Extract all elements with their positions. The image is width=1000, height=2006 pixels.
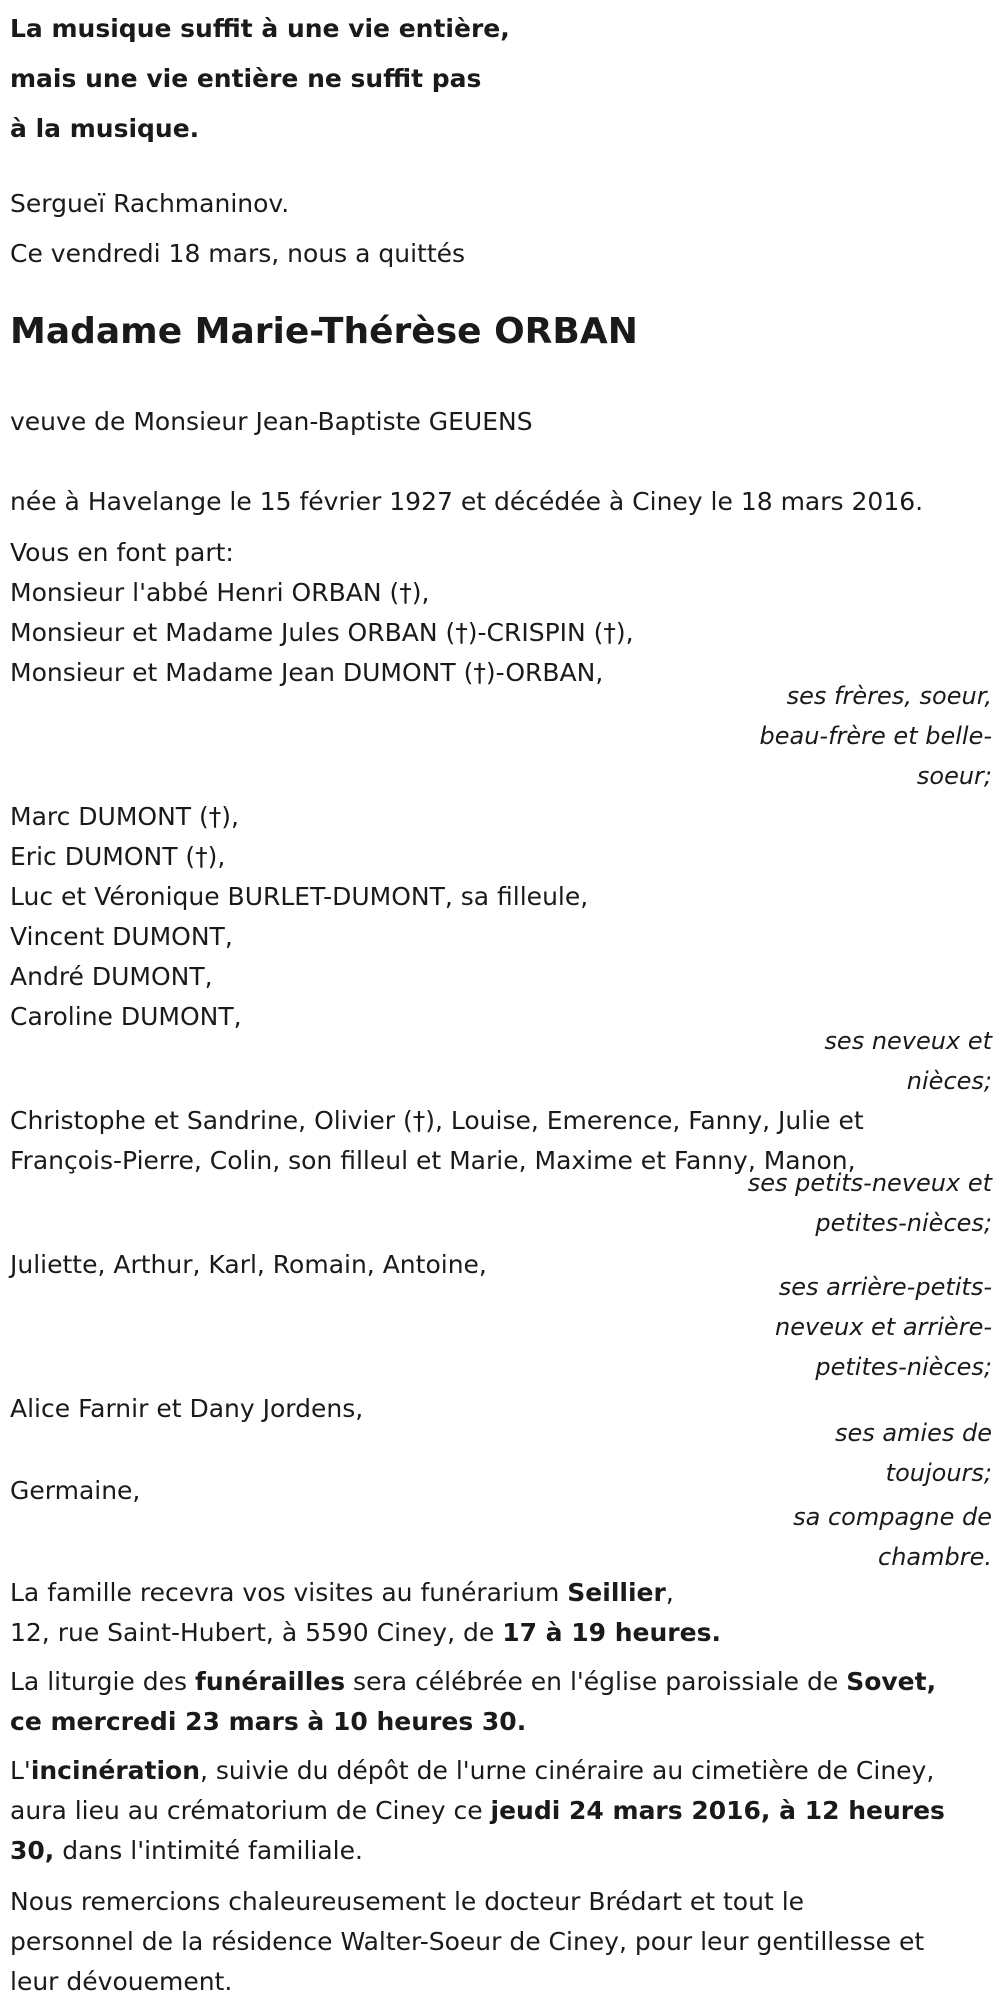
cremation-datetime: jeudi 24 mars 2016, à 12 heures [490,1796,945,1825]
family-member: Christophe et Sandrine, Olivier (†), Louise, Emerence, Fanny, Julie et [10,1106,864,1135]
relation-line: ses amies de [834,1419,992,1447]
funerarium-name: Seillier [567,1578,666,1607]
family-member: Monsieur l'abbé Henri ORBAN (†), [10,578,430,607]
family-member: André DUMONT, [10,962,213,991]
cremation-text: dans l'intimité familiale. [54,1836,363,1865]
announce-text: Vous en font part: [10,538,234,567]
cremation-datetime: 30, [10,1836,55,1865]
family-group-5 [10,1389,363,1429]
relation-line: petites-nièces; [815,1353,992,1381]
visits-text: , [665,1578,674,1607]
relation-line: neveux et arrière- [775,1313,992,1341]
family-member: Alice Farnir et Dany Jordens, [10,1394,364,1423]
funeral-text: La liturgie des [10,1667,195,1696]
family-member: Germaine, [10,1476,141,1505]
family-group-1 [10,533,634,693]
relation-line: petites-nièces; [815,1209,992,1237]
family-member: Monsieur et Madame Jules ORBAN (†)-CRISPIN (†), [10,618,634,647]
thanks-line: personnel de la résidence Walter-Soeur de Ciney, pour leur gentillesse et [10,1927,925,1956]
family-member: Eric DUMONT (†), [10,842,226,871]
family-member: Juliette, Arthur, Karl, Romain, Antoine, [10,1250,487,1279]
quote-line: La musique suffit à une vie entière, [10,14,510,43]
quote-author: Sergueï Rachmaninov. [10,189,290,218]
relation-line: toujours; [885,1459,992,1487]
visits-paragraph [10,1573,1000,1653]
birth-death: née à Havelange le 15 février 1927 et décédée à Ciney le 18 mars 2016. [10,487,924,516]
relation-line: beau-frère et belle- [759,722,992,750]
widow-of: veuve de Monsieur Jean-Baptiste GEUENS [10,407,533,436]
quote-line: à la musique. [10,114,200,143]
relation-line: chambre. [878,1543,992,1571]
relation-label [702,1413,992,1493]
relation-label [702,1021,992,1101]
thanks-line: leur dévouement. [10,1967,233,1996]
thanks-line: Nous remercions chaleureusement le docteur Brédart et tout le [10,1887,805,1916]
cremation-text: , suivie du dépôt de l'urne cinéraire au cimetière de Ciney, [200,1756,935,1785]
family-member: Monsieur et Madame Jean DUMONT (†)-ORBAN, [10,658,604,687]
relation-label [702,1267,992,1387]
funeral-text: sera célébrée en l'église paroissiale de [345,1667,847,1696]
family-group-2 [10,797,588,1037]
funeral-church: Sovet, [846,1667,937,1696]
visits-address: 12, rue Saint-Hubert, à 5590 Ciney, de [10,1618,503,1647]
family-member: Luc et Véronique BURLET-DUMONT, sa filleule, [10,882,589,911]
family-group-6 [10,1471,140,1511]
relation-line: ses neveux et [824,1027,992,1055]
funeral-datetime: ce mercredi 23 mars à 10 heures 30. [10,1707,527,1736]
relation-line: soeur; [916,762,992,790]
family-member: Caroline DUMONT, [10,1002,242,1031]
family-member: Vincent DUMONT, [10,922,233,951]
relation-label [702,1163,992,1243]
cremation-text: L' [10,1756,31,1785]
quote [10,4,510,154]
relation-line: ses frères, soeur, [786,682,992,710]
relation-line: ses petits-neveux et [747,1169,992,1197]
relation-label [702,676,992,796]
visits-hours: 17 à 19 heures. [502,1618,721,1647]
cremation-paragraph [10,1751,1000,1871]
relation-label [702,1497,992,1577]
quote-line: mais une vie entière ne suffit pas [10,64,482,93]
cremation-keyword: incinération [30,1756,201,1785]
relation-line: nièces; [906,1067,992,1095]
family-group-4 [10,1245,487,1285]
cremation-text: aura lieu au crématorium de Ciney ce [10,1796,491,1825]
thanks-paragraph [10,1882,1000,2002]
intro-text: Ce vendredi 18 mars, nous a quittés [10,239,466,268]
relation-line: ses arrière-petits- [778,1273,992,1301]
deceased-name: Madame Marie-Thérèse ORBAN [10,311,638,352]
visits-text: La famille recevra vos visites au funérarium [10,1578,568,1607]
funeral-paragraph [10,1662,1000,1742]
family-member: Marc DUMONT (†), [10,802,239,831]
relation-line: sa compagne de [793,1503,992,1531]
family-member: François-Pierre, Colin, son filleul et Marie, Maxime et Fanny, Manon, [10,1146,856,1175]
funeral-keyword: funérailles [194,1667,346,1696]
